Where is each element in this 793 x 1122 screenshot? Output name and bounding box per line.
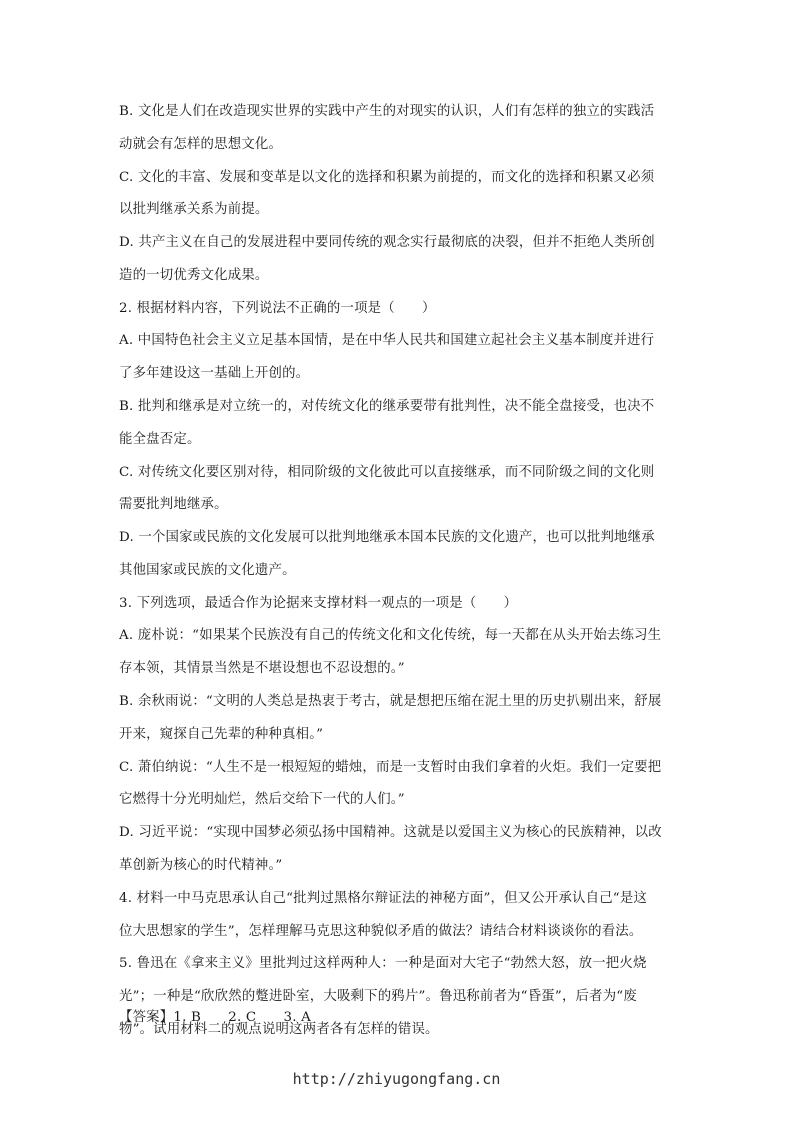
text-line: 以批判继承关系为前提。 bbox=[119, 202, 269, 217]
text-line: B. 文化是人们在改造现实世界的实践中产生的对现实的认识，人们有怎样的独立的实践活 bbox=[119, 104, 655, 119]
text-line: 2. 根据材料内容，下列说法不正确的一项是（ ） bbox=[119, 301, 436, 316]
text-line: 需要批判地继承。 bbox=[119, 497, 228, 512]
text-line: 能全盘否定。 bbox=[119, 432, 201, 447]
text-line: D. 习近平说：“实现中国梦必须弘扬中国精神。这就是以爱国主义为核心的民族精神，以改 bbox=[119, 825, 662, 840]
text-line: 它燃得十分光明灿烂，然后交给下一代的人们。” bbox=[119, 792, 405, 807]
text-line: B. 批判和继承是对立统一的，对传统文化的继承要带有批判性，决不能全盘接受，也决不 bbox=[119, 399, 655, 414]
text-line: 革创新为核心的时代精神。” bbox=[119, 858, 283, 873]
text-line: D. 共产主义在自己的发展进程中要同传统的观念实行最彻底的决裂，但并不拒绝人类所创 bbox=[119, 235, 655, 250]
footer-url[interactable]: http://zhiyugongfang.cn bbox=[292, 1070, 501, 1088]
text-line: 5. 鲁迅在《拿来主义》里批判过这样两种人：一种是面对大宅子“勃然大怒，放一把火烧 bbox=[119, 956, 647, 971]
text-line: 了多年建设这一基础上开创的。 bbox=[119, 366, 310, 381]
text-line: 造的一切优秀文化成果。 bbox=[119, 268, 269, 283]
text-line: 开来，窥探自己先辈的种种真相。” bbox=[119, 727, 324, 742]
text-line: 动就会有怎样的思想文化。 bbox=[119, 137, 283, 152]
text-line: 3. 下列选项，最适合作为论据来支撑材料一观点的一项是（ ） bbox=[119, 596, 518, 611]
text-line: 物”。试用材料二的观点说明这两者各有怎样的错误。 bbox=[119, 1022, 439, 1037]
text-line: D. 一个国家或民族的文化发展可以批判地继承本国本民族的文化遗产，也可以批判地继承 bbox=[119, 530, 655, 545]
text-line: 4. 材料一中马克思承认自己“批判过黑格尔辩证法的神秘方面”，但又公开承认自己“是这 bbox=[119, 891, 648, 906]
text-line: 存本领，其情景当然是不堪设想也不忍设想的。” bbox=[119, 661, 405, 676]
text-line: C. 文化的丰富、发展和变革是以文化的选择和积累为前提的，而文化的选择和积累又必须 bbox=[119, 170, 655, 185]
text-line: 光”；一种是“欣欣然的蹩进卧室，大吸剩下的鸦片”。鲁迅称前者为“昏蛋”，后者为“废 bbox=[119, 989, 637, 1004]
text-line: A. 中国特色社会主义立足基本国情，是在中华人民共和国建立起社会主义基本制度并进行 bbox=[119, 333, 655, 348]
text-line: A. 庞朴说：“如果某个民族没有自己的传统文化和文化传统，每一天都在从头开始去练习生 bbox=[119, 628, 662, 643]
answer-label: 【答案】 bbox=[119, 1010, 174, 1025]
text-line: 其他国家或民族的文化遗产。 bbox=[119, 563, 296, 578]
text-line: 位大思想家的学生”，怎样理解马克思这种貌似矛盾的做法？请结合材料谈谈你的看法。 bbox=[119, 924, 643, 939]
text-line: C. 萧伯纳说：“人生不是一根短短的蜡烛，而是一支暂时由我们拿着的火炬。我们一定要把 bbox=[119, 760, 662, 775]
answer-text: 1. B 2. C 3. A bbox=[173, 1010, 311, 1025]
text-line: C. 对传统文化要区别对待，相同阶级的文化彼此可以直接继承，而不同阶级之间的文化则 bbox=[119, 465, 655, 480]
text-line: B. 余秋雨说：“文明的人类总是热衷于考古，就是想把压缩在泥土里的历史扒剔出来，舒展 bbox=[119, 694, 662, 709]
answer-line bbox=[119, 1009, 679, 1027]
